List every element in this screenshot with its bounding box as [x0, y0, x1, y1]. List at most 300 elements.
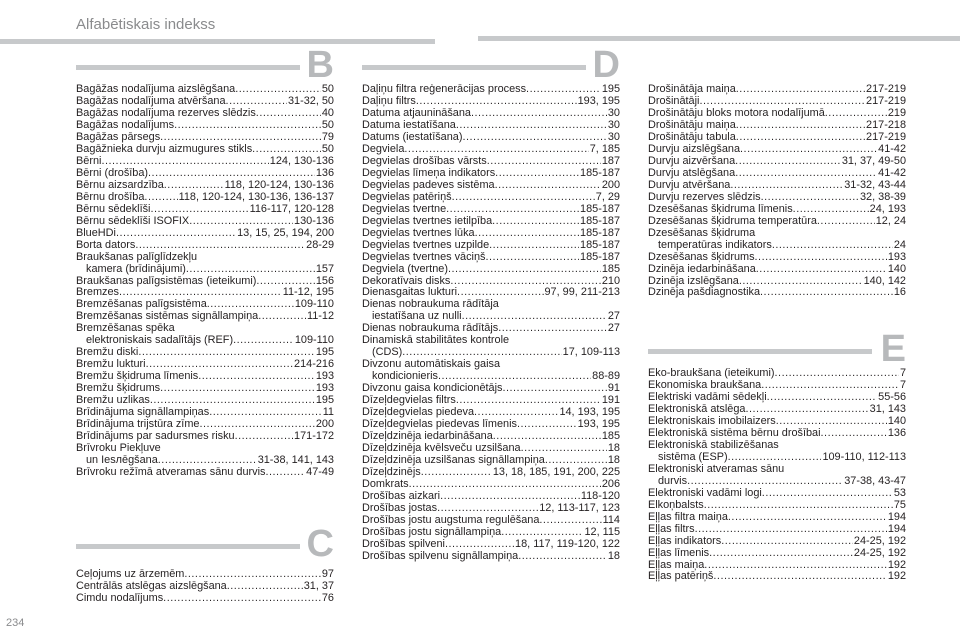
entry-page-ref: 193, 195 — [577, 419, 620, 431]
dot-leader — [755, 252, 887, 264]
dot-leader — [487, 156, 601, 168]
entry-term: Bagāžas nodalījums — [76, 119, 175, 131]
entry-page-ref: 12, 113-117, 123 — [539, 502, 620, 514]
section-c-heading — [76, 523, 334, 565]
index-entry — [362, 144, 620, 156]
entry-term: Elektroniskā atslēga — [648, 403, 746, 415]
entry-page-ref: 50 — [321, 84, 334, 95]
entry-term: Dzesēšanas šķidrums — [648, 251, 755, 263]
index-entry — [648, 548, 906, 560]
index-entry — [76, 335, 334, 347]
entry-page-ref: 75 — [893, 499, 906, 511]
index-entry — [648, 276, 906, 288]
index-entry — [648, 536, 906, 548]
index-entry — [362, 479, 620, 491]
entry-term: Brīdinājuma signāllampiņas — [76, 407, 210, 419]
entry-page-ref: 195 — [315, 347, 334, 359]
dot-leader — [409, 479, 601, 491]
entry-term: Bagāžas nodalījuma aizslēgšana — [76, 84, 236, 95]
entry-page-ref: 193 — [315, 371, 334, 383]
entry-term: Bērnu aizsardzība — [76, 179, 164, 191]
entry-term: Degviela (tvertne) — [362, 263, 448, 275]
entry-page-ref: 192 — [887, 571, 906, 583]
entry-page-ref: 79 — [321, 131, 334, 143]
entry-term: Dīzeļdzinēja uzsilšanas signāllampiņa — [362, 455, 545, 467]
entry-term: Eļļas maiņa — [648, 559, 705, 571]
index-entry — [648, 571, 906, 583]
index-entry — [362, 276, 620, 288]
index-entry — [76, 180, 334, 192]
dot-leader — [709, 548, 853, 560]
entry-term: un Iesлēgšana — [86, 455, 158, 467]
entry-page-ref: 185-187 — [580, 227, 620, 239]
entry-page-ref: 187 — [601, 155, 620, 167]
entry-page-ref: 136 — [315, 167, 334, 179]
index-entry — [76, 581, 334, 593]
entry-page-ref: 31, 143 — [869, 403, 906, 415]
entry-term: Degvielas tvertnes uzpilde — [362, 239, 490, 251]
index-entry — [648, 287, 906, 299]
entry-page-ref: 30 — [607, 131, 620, 143]
dot-leader — [164, 180, 224, 192]
entry-term: Dzesēšanas šķidruma temperatūra — [648, 215, 817, 227]
dot-leader — [526, 84, 601, 96]
entry-term: Dīzeļdegvielas filtrs — [362, 395, 456, 407]
entry-term: Degvielas tvertnes ietilpība — [362, 215, 493, 227]
index-entry — [648, 252, 906, 264]
entry-page-ref: 16 — [893, 287, 906, 299]
dot-leader — [138, 347, 314, 359]
entry-page-ref: 28-29 — [306, 239, 334, 251]
index-entry — [362, 96, 620, 108]
entry-page-ref: 140 — [887, 263, 906, 275]
entry-term: Bremzēšanas spēka — [76, 322, 175, 335]
entry-page-ref: 185 — [601, 263, 620, 275]
entry-term: Drošinātāju tabula — [648, 131, 736, 143]
entry-page-ref: 18 — [607, 550, 620, 562]
section-d-heading — [362, 44, 620, 86]
index-entry — [648, 156, 906, 168]
index-entry — [76, 395, 334, 407]
index-entry — [648, 524, 906, 536]
page-number: 234 — [6, 617, 25, 629]
entry-page-ref: 76 — [321, 592, 334, 604]
index-entry — [362, 311, 620, 323]
dot-leader — [163, 593, 321, 605]
entry-page-ref: 13, 15, 25, 194, 200 — [237, 227, 334, 239]
dot-leader — [471, 108, 607, 120]
header-bar-right — [478, 36, 960, 41]
entry-page-ref: 193, 195 — [577, 95, 620, 107]
entry-term: Bremžu diski — [76, 347, 139, 359]
entry-page-ref: 31, 37, 49-50 — [841, 155, 906, 167]
dot-leader — [119, 287, 282, 299]
entry-page-ref: 7, 185 — [589, 143, 620, 155]
index-entry — [362, 156, 620, 168]
entry-term: Drošības aizkari — [362, 490, 441, 502]
index-entry — [362, 431, 620, 443]
dot-leader — [772, 240, 893, 252]
index-entry — [362, 551, 620, 563]
entry-page-ref: 55-56 — [878, 391, 906, 403]
dot-leader — [498, 323, 607, 335]
entry-page-ref: 7 — [899, 379, 906, 391]
dot-leader — [776, 416, 887, 428]
entry-term: Eko-braukšana (ieteikumi) — [648, 368, 775, 379]
dot-leader — [740, 144, 877, 156]
entry-term: Eļļas indikators — [648, 535, 722, 547]
entry-page-ref: 50 — [321, 143, 334, 155]
entry-term: Bagāžas pārsegs — [76, 131, 161, 143]
index-entry — [76, 204, 334, 216]
dot-leader — [226, 96, 287, 108]
entry-term: Bērnu drošība — [76, 191, 145, 203]
entry-term: Bremžu šķidruma līmenis — [76, 371, 199, 383]
index-entry — [362, 467, 620, 479]
dot-leader — [493, 431, 601, 443]
entry-page-ref: 185 — [601, 431, 620, 443]
entry-page-ref: 219 — [887, 107, 906, 119]
dot-leader — [150, 395, 315, 407]
dot-leader — [233, 335, 294, 347]
index-entry — [362, 443, 620, 455]
dot-leader — [474, 407, 558, 419]
dot-leader — [227, 581, 303, 593]
dot-leader — [160, 132, 321, 144]
entry-page-ref: 195 — [601, 84, 620, 95]
entry-page-ref: 18 — [607, 443, 620, 455]
dot-leader — [501, 527, 583, 539]
header-bar — [0, 39, 435, 44]
index-entry — [362, 527, 620, 539]
entry-term: Bremžu šķidrums — [76, 383, 161, 395]
entry-page-ref: 217-219 — [866, 95, 906, 107]
entry-page-ref: 130-136 — [294, 215, 334, 227]
index-entry — [362, 515, 620, 527]
entry-page-ref: 27 — [607, 323, 620, 335]
index-entry — [76, 156, 334, 168]
dot-leader — [736, 132, 865, 144]
entry-term: Cimdu nodalījums — [76, 592, 164, 604]
entry-term: Braukšanas palīgsistēmas (ieteikumi) — [76, 275, 257, 287]
entry-term: Datuma atjaunināšana — [362, 107, 471, 119]
entry-term: Bērni — [76, 155, 102, 167]
entry-term: Drošinātāji — [648, 95, 700, 107]
section-b-heading — [76, 44, 334, 86]
index-column-e — [648, 368, 906, 583]
dot-leader — [518, 551, 607, 563]
entry-page-ref: 193 — [887, 251, 906, 263]
index-entry — [76, 407, 334, 419]
dot-leader — [736, 120, 865, 132]
dot-leader — [184, 569, 321, 581]
entry-term: Degvielas tvertnes lūka — [362, 227, 475, 239]
dot-leader — [207, 299, 294, 311]
dot-leader — [450, 276, 600, 288]
entry-page-ref: 30 — [607, 119, 620, 131]
entry-page-ref: 40 — [321, 107, 334, 119]
index-entry — [648, 204, 906, 216]
entry-term: Degvielas tvertnes vāciņš — [362, 251, 486, 263]
index-entry — [76, 228, 334, 240]
index-entry — [76, 371, 334, 383]
entry-term: Elektroniskais imobilaizers — [648, 415, 776, 427]
section-letter: E — [880, 328, 906, 370]
entry-term: Bērni (drošība) — [76, 167, 149, 179]
entry-term: Dzinēja pašdiagnostika — [648, 287, 761, 299]
entry-term: Dīzeļdegvielas piedevas līmenis — [362, 419, 517, 431]
entry-term: Bagāžnieka durvju aizmugures stikls — [76, 143, 253, 155]
entry-page-ref: 47-49 — [306, 467, 334, 478]
entry-page-ref: 109-110 — [294, 299, 334, 311]
index-entry — [362, 84, 620, 96]
entry-page-ref: 91 — [607, 383, 620, 395]
dot-leader — [704, 560, 887, 572]
entry-term: Dinamiskā stabilitātes kontrole — [362, 334, 510, 347]
dot-leader — [416, 96, 577, 108]
entry-page-ref: 116-117, 120-128 — [249, 203, 334, 215]
dot-leader — [761, 380, 899, 392]
entry-page-ref: 7, 29 — [595, 191, 620, 203]
dot-leader — [721, 536, 853, 548]
entry-term: Daļiņu filtra reģenerācijas process — [362, 84, 527, 95]
dot-leader — [762, 488, 893, 500]
entry-page-ref: 14, 193, 195 — [559, 407, 620, 419]
dot-leader — [462, 132, 606, 144]
entry-term: Dīzeļdzinējs — [362, 467, 421, 478]
entry-term: Bremzēšanas sistēmas signāllampiņa — [76, 311, 259, 323]
index-entry — [362, 252, 620, 264]
entry-term: Domkrats — [362, 478, 409, 490]
index-entry — [362, 383, 620, 395]
index-entry — [648, 500, 906, 512]
entry-term: Ceļojums uz ārzemēm — [76, 569, 185, 580]
entry-page-ref: 31-38, 141, 143 — [257, 455, 334, 467]
index-entry — [648, 192, 906, 204]
entry-page-ref: 210 — [601, 275, 620, 287]
entry-page-ref: 185-187 — [580, 167, 620, 179]
entry-page-ref: 27 — [607, 311, 620, 323]
index-entry — [362, 192, 620, 204]
dot-leader — [446, 204, 579, 216]
entry-term: Drošinātāju bloks motora nodalījumā — [648, 107, 825, 119]
entry-page-ref: 50 — [321, 119, 334, 131]
dot-leader — [793, 204, 869, 216]
index-entry — [362, 419, 620, 431]
index-entry — [648, 464, 906, 476]
dot-leader — [462, 311, 607, 323]
index-entry — [362, 132, 620, 144]
index-entry — [76, 264, 334, 276]
dot-leader — [186, 264, 315, 276]
entry-term: Bagāžas nodalījuma rezerves slēdzis — [76, 107, 256, 119]
dot-leader — [158, 455, 257, 467]
index-entry — [362, 204, 620, 216]
index-entry — [648, 560, 906, 572]
dot-leader — [495, 168, 579, 180]
entry-term: Elektroniski atveramas sānu — [648, 462, 785, 475]
entry-term: Bremzēšanas palīgsistēma — [76, 299, 207, 311]
entry-page-ref: 97 — [321, 569, 334, 580]
entry-term: Dekoratīvais disks — [362, 275, 451, 287]
dot-leader — [452, 192, 595, 204]
dot-leader — [235, 84, 321, 96]
section-e-heading — [648, 328, 906, 370]
entry-page-ref: 12, 115 — [584, 526, 620, 538]
index-entry — [648, 404, 906, 416]
index-entry — [76, 192, 334, 204]
entry-page-ref: 118, 120-124, 130-136, 136-137 — [178, 191, 334, 203]
index-entry — [362, 371, 620, 383]
entry-term: Dienas nobraukuma rādītājs — [362, 323, 499, 335]
entry-page-ref: 37-38, 43-47 — [844, 475, 906, 487]
entry-term: Degvielas patēriņš — [362, 191, 452, 203]
dot-leader — [736, 84, 865, 96]
dot-leader — [756, 264, 887, 276]
index-entry — [362, 539, 620, 551]
dot-leader — [144, 192, 177, 204]
entry-page-ref: 24-25, 192 — [853, 535, 906, 547]
entry-page-ref: 31-32, 50 — [287, 95, 334, 107]
dot-leader — [699, 96, 865, 108]
index-entry — [362, 503, 620, 515]
dot-leader — [728, 512, 887, 524]
entry-page-ref: 114 — [602, 514, 620, 526]
section-rule — [76, 65, 300, 70]
dot-leader — [539, 515, 601, 527]
index-entry — [362, 491, 620, 503]
entry-page-ref: 185-187 — [580, 203, 620, 215]
entry-term: Datums (iestatīšana) — [362, 131, 463, 143]
index-entry — [362, 455, 620, 467]
dot-leader — [116, 228, 236, 240]
entry-page-ref: 193 — [315, 383, 334, 395]
index-entry — [362, 240, 620, 252]
entry-term: Bremžu lukturi — [76, 359, 146, 371]
entry-page-ref: 31-32, 43-44 — [844, 179, 906, 191]
entry-term: Dzesēšanas šķidruma — [648, 226, 756, 239]
dot-leader — [713, 571, 886, 583]
entry-term: Durvju aizvēršana — [648, 155, 736, 167]
entry-term: Bērnu sēdeklīši — [76, 203, 151, 215]
section-rule — [362, 65, 586, 70]
dot-leader — [404, 144, 588, 156]
index-entry — [362, 299, 620, 311]
dot-leader — [448, 264, 601, 276]
entry-page-ref: 140, 142 — [863, 275, 906, 287]
section-rule — [648, 349, 872, 354]
dot-leader — [209, 407, 322, 419]
entry-term: Degvielas līmeņa indikators — [362, 167, 496, 179]
index-entry — [648, 120, 906, 132]
index-entry — [76, 593, 334, 605]
entry-page-ref: 18, 117, 119-120, 122 — [515, 538, 620, 550]
entry-page-ref: 214-216 — [294, 359, 334, 371]
entry-term: Drošības spilveni — [362, 538, 445, 550]
index-entry — [76, 323, 334, 335]
dot-leader — [235, 431, 293, 443]
index-entry — [76, 216, 334, 228]
index-column-b — [76, 84, 334, 479]
dot-leader — [252, 144, 321, 156]
index-entry — [648, 180, 906, 192]
entry-page-ref: 32, 38-39 — [859, 191, 906, 203]
index-entry — [362, 395, 620, 407]
section-letter: C — [306, 523, 334, 565]
entry-term: Daļiņu filtrs — [362, 95, 416, 107]
dot-leader — [492, 216, 579, 228]
dot-leader — [258, 311, 306, 323]
dot-leader — [438, 371, 591, 383]
dot-leader — [489, 240, 579, 252]
index-entry — [76, 467, 334, 479]
entry-term: Drošības spilvenu signāllampiņa — [362, 550, 519, 562]
entry-term: Elektroniskā sistēma bērnu drošībai — [648, 427, 821, 439]
entry-page-ref: 157 — [315, 263, 334, 275]
index-entry — [648, 512, 906, 524]
dot-leader — [767, 392, 878, 404]
dot-leader — [745, 404, 868, 416]
dot-leader — [437, 503, 538, 515]
entry-page-ref: 97, 99, 211-213 — [544, 287, 620, 299]
section-rule — [76, 544, 300, 549]
entry-page-ref: 171-172 — [294, 431, 334, 443]
index-entry — [76, 96, 334, 108]
index-entry — [76, 120, 334, 132]
index-entry — [76, 443, 334, 455]
index-entry — [362, 120, 620, 132]
dot-leader — [730, 180, 843, 192]
entry-term: sistēma (ESP) — [658, 451, 728, 463]
dot-leader — [775, 368, 899, 380]
index-entry — [76, 144, 334, 156]
index-entry — [362, 108, 620, 120]
entry-term: Centrālās atslēgas aizslēgšana — [76, 580, 227, 592]
index-entry — [362, 228, 620, 240]
index-entry — [362, 180, 620, 192]
entry-term: Elektroniskā stabilizēšanas — [648, 438, 779, 451]
dot-leader — [160, 383, 315, 395]
dot-leader — [695, 524, 887, 536]
index-entry — [362, 168, 620, 180]
dot-leader — [445, 539, 514, 551]
index-entry — [76, 383, 334, 395]
entry-page-ref: 31, 37 — [303, 580, 334, 592]
entry-page-ref: 185-187 — [580, 251, 620, 263]
entry-page-ref: 206 — [601, 478, 620, 490]
entry-page-ref: 124, 130-136 — [269, 155, 334, 167]
page-title: Alfabētiskais indekss — [76, 16, 216, 33]
dot-leader — [198, 371, 315, 383]
entry-term: Bremzes — [76, 287, 119, 299]
entry-page-ref: 109-110, 112-113 — [822, 451, 906, 463]
index-entry — [648, 144, 906, 156]
entry-page-ref: 88-89 — [592, 371, 620, 383]
dot-leader — [475, 228, 579, 240]
dot-leader — [495, 180, 601, 192]
index-entry — [648, 264, 906, 276]
entry-term: Brīvroku režīmā atveramas sānu durvis — [76, 467, 266, 478]
entry-term: Durvju atvēršana — [648, 179, 731, 191]
entry-term: kondicionieris — [372, 371, 438, 383]
entry-term: Degvielas padeves sistēma — [362, 179, 495, 191]
index-entry — [648, 416, 906, 428]
entry-term: Brīvroku Piekļuve — [76, 442, 161, 455]
index-entry — [76, 299, 334, 311]
entry-term: Elektriski vadāmi sēdekļi — [648, 391, 767, 403]
entry-term: Eļļas filtra maiņa — [648, 511, 728, 523]
entry-page-ref: 217-219 — [866, 131, 906, 143]
